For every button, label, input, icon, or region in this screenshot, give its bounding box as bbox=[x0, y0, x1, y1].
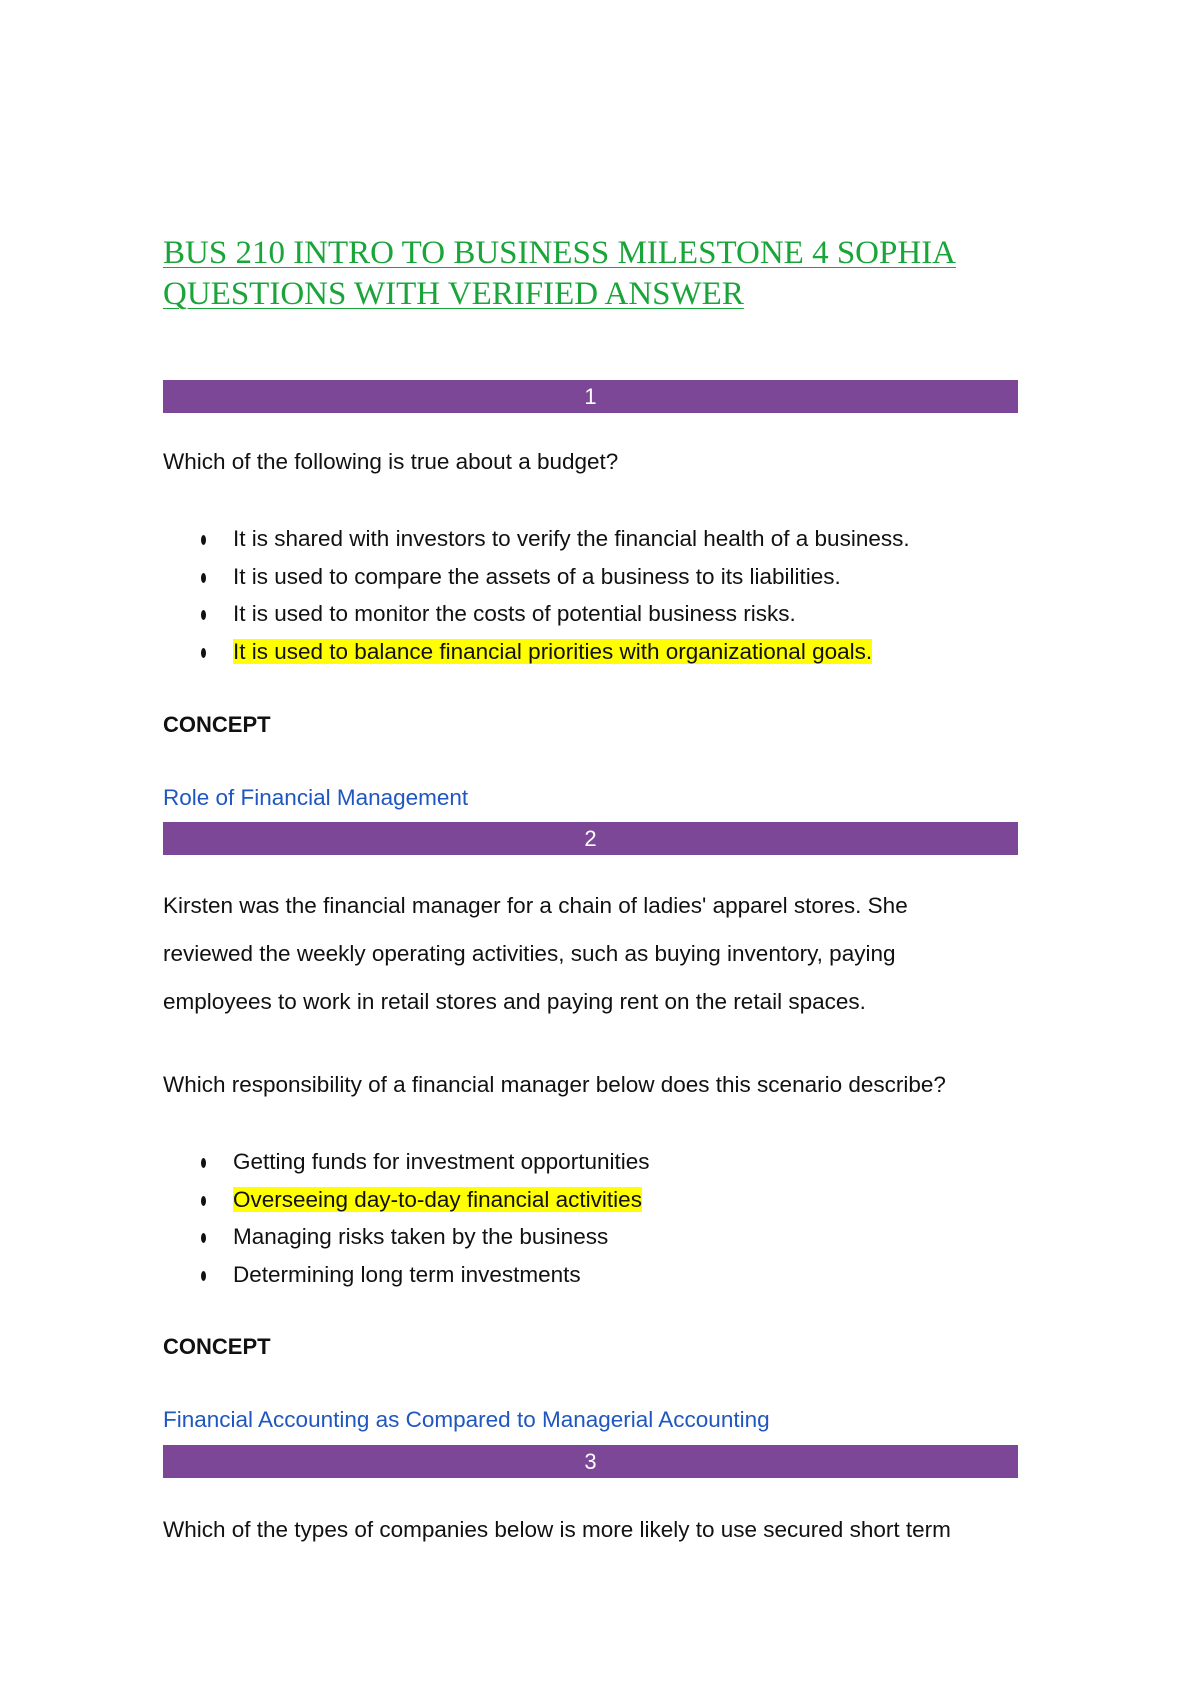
option-item[interactable] bbox=[195, 520, 910, 558]
option-text: It is used to monitor the costs of potential business risks. bbox=[233, 601, 796, 626]
option-text: Determining long term investments bbox=[233, 1261, 581, 1287]
question-stem: Which of the following is true about a budget? bbox=[163, 449, 619, 474]
highlighted-answer: Overseeing day-to-day financial activities bbox=[233, 1186, 642, 1212]
option-item[interactable] bbox=[195, 558, 910, 596]
bullet-icon bbox=[201, 1233, 206, 1243]
highlighted-answer: It is used to balance financial priorities with organizational goals. bbox=[233, 638, 873, 664]
scenario-line: employees to work in retail stores and paying rent on the retail spaces. bbox=[163, 989, 866, 1014]
concept-label: CONCEPT bbox=[163, 712, 271, 737]
bullet-icon bbox=[201, 648, 206, 658]
option-text: Getting funds for investment opportunities bbox=[233, 1149, 650, 1174]
question-number-bar: 1 bbox=[163, 380, 1018, 413]
bullet-icon bbox=[201, 1196, 206, 1206]
option-text: It is used to compare the assets of a business to its liabilities. bbox=[233, 563, 841, 589]
title-line-2: QUESTIONS WITH VERIFIED ANSWER bbox=[163, 276, 744, 312]
option-item-answer[interactable] bbox=[195, 1181, 649, 1219]
option-item-answer[interactable] bbox=[195, 633, 910, 671]
scenario-line: reviewed the weekly operating activities, such as buying inventory, paying bbox=[163, 941, 896, 966]
bullet-icon bbox=[201, 535, 206, 545]
question-number-bar: 3 bbox=[163, 1445, 1018, 1478]
question-scenario bbox=[163, 882, 908, 1026]
concept-link[interactable]: Financial Accounting as Compared to Managerial Accounting bbox=[163, 1407, 770, 1432]
bullet-icon bbox=[201, 1158, 206, 1168]
option-item[interactable] bbox=[195, 1218, 649, 1256]
option-item[interactable] bbox=[195, 1256, 649, 1294]
bullet-icon bbox=[201, 573, 206, 583]
concept-link[interactable]: Role of Financial Management bbox=[163, 785, 469, 810]
question-stem: Which of the types of companies below is more likely to use secured short term bbox=[163, 1517, 951, 1542]
scenario-line: Kirsten was the financial manager for a chain of ladies' apparel stores. She bbox=[163, 893, 908, 918]
document-title bbox=[163, 233, 1043, 315]
bullet-icon bbox=[201, 1271, 206, 1281]
question-number-bar: 2 bbox=[163, 822, 1018, 855]
bullet-icon bbox=[201, 610, 206, 620]
title-line-1: BUS 210 INTRO TO BUSINESS MILESTONE 4 SOPHIA bbox=[163, 235, 957, 271]
option-list bbox=[195, 520, 910, 670]
option-list bbox=[195, 1143, 649, 1293]
option-text: Managing risks taken by the business bbox=[233, 1224, 609, 1249]
option-text: It is shared with investors to verify the financial health of a business. bbox=[233, 526, 910, 551]
option-item[interactable] bbox=[195, 595, 910, 633]
option-item[interactable] bbox=[195, 1143, 649, 1181]
concept-label: CONCEPT bbox=[163, 1334, 271, 1359]
question-stem: Which responsibility of a financial manager below does this scenario describe? bbox=[163, 1072, 946, 1097]
